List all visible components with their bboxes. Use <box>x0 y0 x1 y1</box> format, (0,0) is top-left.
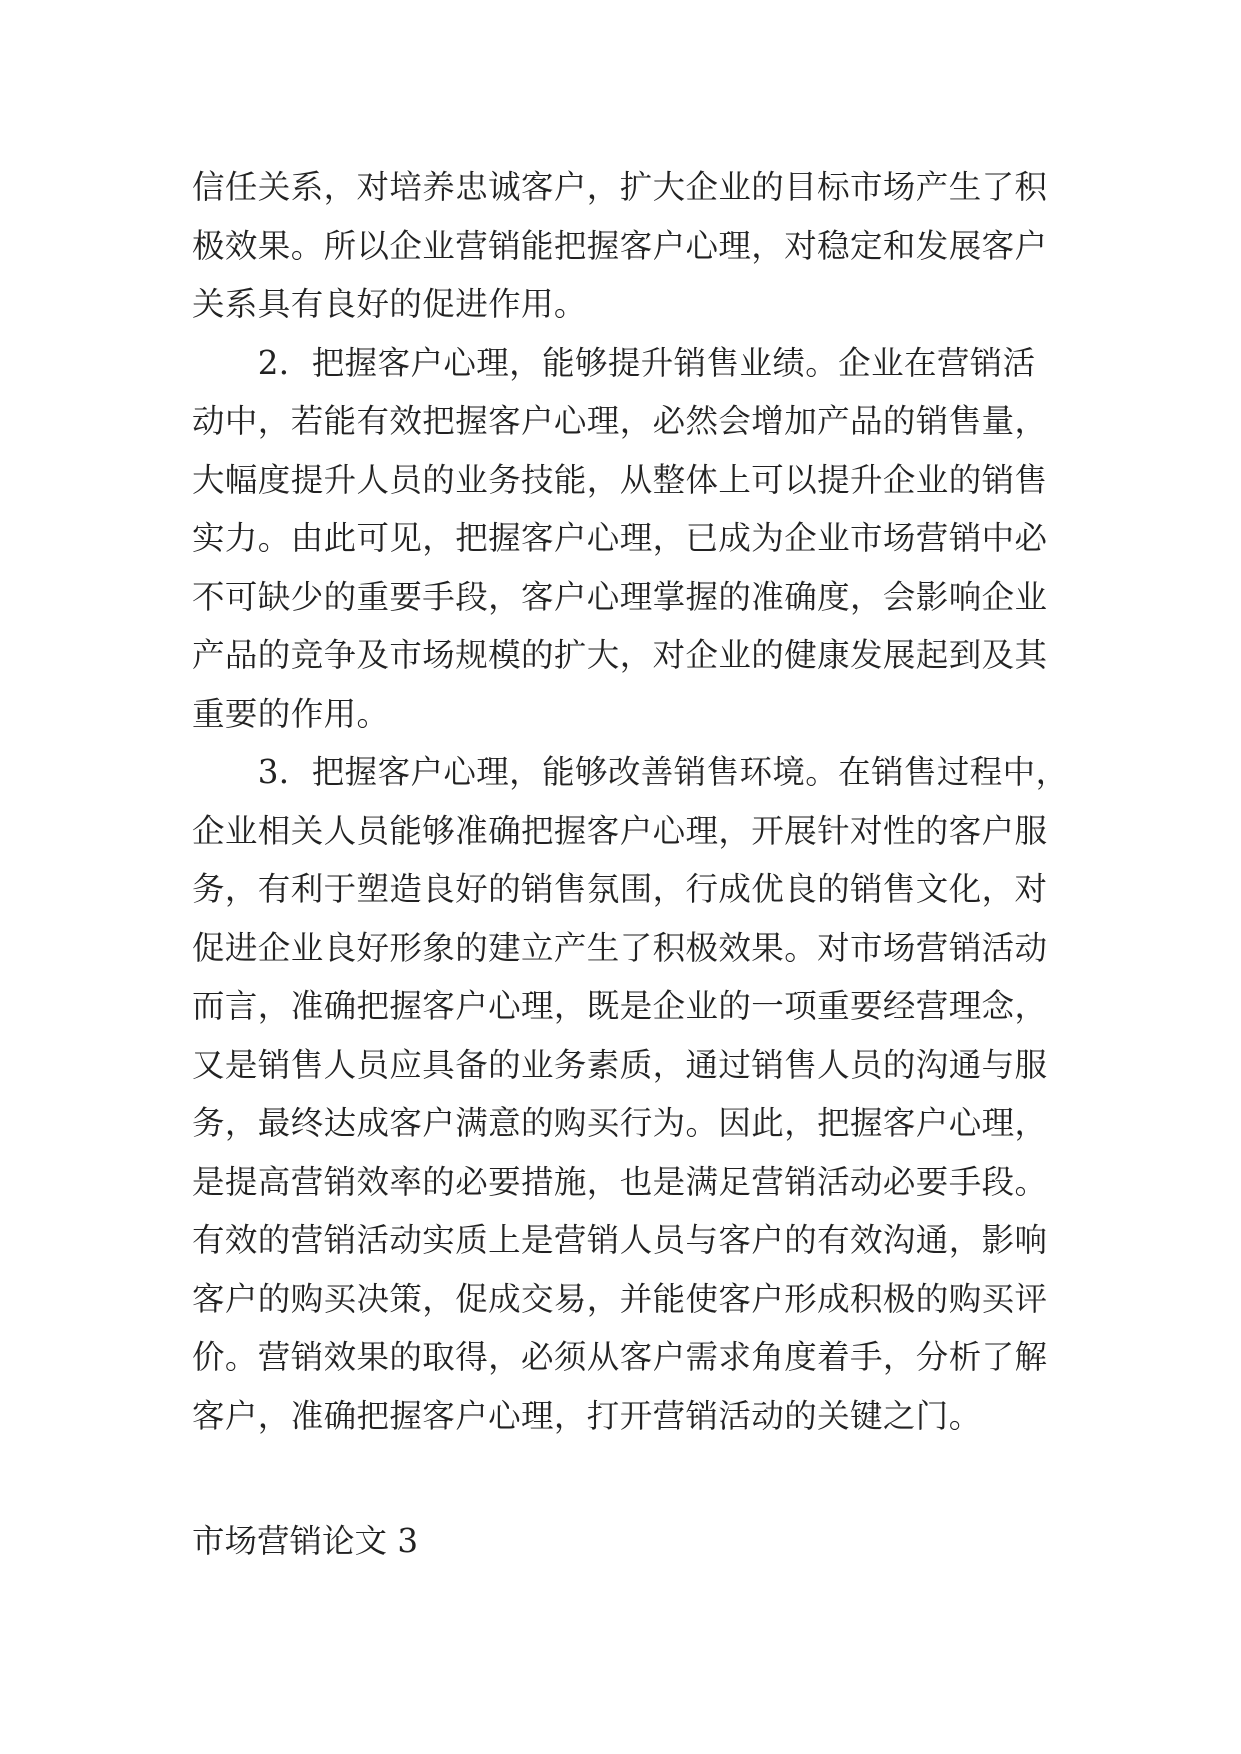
text-line: 实力。由此可见，把握客户心理，已成为企业市场营销中必 <box>192 519 1048 557</box>
text-line: 又是销售人员应具备的业务素质，通过销售人员的沟通与服 <box>192 1045 1048 1084</box>
text-line: 促进企业良好形象的建立产生了积极效果。对市场营销活动 <box>192 928 1048 967</box>
text-line: 3．把握客户心理，能够改善销售环境。在销售过程中， <box>192 753 1069 791</box>
section-heading: 市场营销论文 3 <box>192 1522 419 1560</box>
text-line: 客户的购买决策，促成交易，并能使客户形成积极的购买评 <box>192 1279 1048 1318</box>
text-line: 客户，准确把握客户心理，打开营销活动的关键之门。 <box>192 1396 982 1435</box>
text-line: 重要的作用。 <box>192 694 390 733</box>
text-line: 产品的竞争及市场规模的扩大，对企业的健康发展起到及其 <box>192 636 1048 674</box>
text-line: 不可缺少的重要手段，客户心理掌握的准确度，会影响企业 <box>192 577 1048 616</box>
text-line: 动中，若能有效把握客户心理，必然会增加产品的销售量， <box>192 402 1048 440</box>
text-line: 而言，准确把握客户心理，既是企业的一项重要经营理念， <box>192 987 1048 1025</box>
text-line: 信任关系，对培养忠诚客户，扩大企业的目标市场产生了积 <box>192 168 1048 206</box>
text-line: 有效的营销活动实质上是营销人员与客户的有效沟通，影响 <box>192 1221 1048 1259</box>
text-line: 务，有利于塑造良好的销售氛围，行成优良的销售文化，对 <box>192 870 1048 908</box>
text-line: 是提高营销效率的必要措施，也是满足营销活动必要手段。 <box>192 1162 1048 1201</box>
text-line: 价。营销效果的取得，必须从客户需求角度着手，分析了解 <box>192 1338 1048 1376</box>
text-line: 极效果。所以企业营销能把握客户心理，对稳定和发展客户 <box>192 226 1048 265</box>
text-line: 务，最终达成客户满意的购买行为。因此，把握客户心理， <box>192 1104 1048 1142</box>
text-line: 企业相关人员能够准确把握客户心理，开展针对性的客户服 <box>192 811 1048 850</box>
text-line: 2．把握客户心理，能够提升销售业绩。企业在营销活 <box>192 343 1036 382</box>
text-line: 大幅度提升人员的业务技能，从整体上可以提升企业的销售 <box>192 460 1048 499</box>
text-line: 关系具有良好的促进作用。 <box>192 285 587 323</box>
body-text <box>192 158 1069 1445</box>
